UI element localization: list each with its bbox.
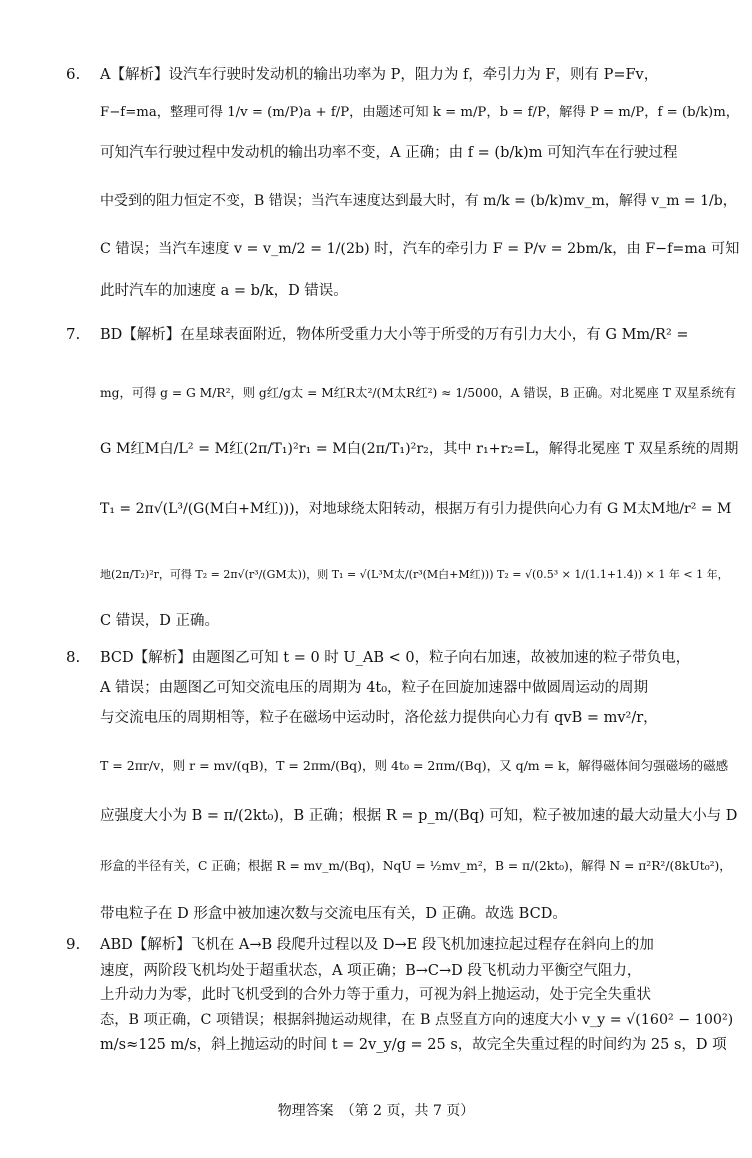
answer-line: 可知汽车行驶过程中发动机的输出功率不变，A 正确；由 f = (b/k)m 可知汽车在行驶过程 [100, 145, 678, 161]
answer-line: C 错误，D 正确。 [100, 613, 219, 629]
question-number: 6. [66, 65, 81, 83]
answer-line: 中受到的阻力恒定不变，B 错误；当汽车速度达到最大时，有 m/k = (b/k)mv_m，解得 v_m = 1/b， [100, 193, 737, 209]
question-number: 8. [66, 648, 81, 666]
answer-line: mg，可得 g = G M/R²，则 g红/g太 = M红R太²/(M太R红²) ≈ 1/5000，A 错误，B 正确。对北冕座 T 双星系统有 [100, 386, 737, 400]
answer-line: 应强度大小为 B = π/(2kt₀)，B 正确；根据 R = p_m/(Bq) 可知，粒子被加速的最大动量大小与 D [100, 808, 738, 824]
answer-line: 与交流电压的周期相等，粒子在磁场中运动时，洛伦兹力提供向心力有 qvB = mv²/r， [100, 710, 658, 726]
answer-line: 此时汽车的加速度 a = b/k，D 错误。 [100, 283, 348, 299]
answer-line: ABD【解析】飞机在 A→B 段爬升过程以及 D→E 段飞机加速拉起过程存在斜向上的加 [100, 937, 654, 953]
answer-line: 带电粒子在 D 形盒中被加速次数与交流电压有关，D 正确。故选 BCD。 [100, 906, 567, 922]
answer-line: G M红M白/L² = M红(2π/T₁)²r₁ = M白(2π/T₁)²r₂，其中 r₁+r₂=L，解得北冕座 T 双星系统的周期 [100, 441, 739, 457]
answer-line: 上升动力为零，此时飞机受到的合外力等于重力，可视为斜上抛运动，处于完全失重状 [100, 987, 651, 1003]
answer-line: 态，B 项正确，C 项错误；根据斜抛运动规律，在 B 点竖直方向的速度大小 v_y = √(160² − 100²) [100, 1012, 734, 1028]
answer-line: C 错误；当汽车速度 v = v_m/2 = 1/(2b) 时，汽车的牵引力 F = P/v = 2bm/k，由 F−f=ma 可知 [100, 241, 740, 257]
answer-line: 地(2π/T₂)²r，可得 T₂ = 2π√(r³/(GM太))，则 T₁ = √(L³M太/(r³(M白+M红))) T₂ = √(0.5³ × 1/(1.1+1.4)) × 1 年 < 1 年， [100, 568, 729, 581]
answer-line: A【解析】设汽车行驶时发动机的输出功率为 P，阻力为 f，牵引力为 F，则有 P=Fv， [100, 67, 659, 83]
answer-line: m/s≈125 m/s，斜上抛运动的时间 t = 2v_y/g = 25 s，故完全失重过程的时间约为 25 s，D 项 [100, 1037, 727, 1053]
answer-line: 形盒的半径有关，C 正确；根据 R = mv_m/(Bq)，NqU = ½mv_m²，B = π/(2kt₀)，解得 N = π²R²/(8kUt₀²)， [100, 859, 732, 873]
question-number: 7. [66, 325, 81, 343]
answer-line: 速度，两阶段飞机均处于超重状态，A 项正确；B→C→D 段飞机动力平衡空气阻力， [100, 963, 642, 979]
page-footer: 物理答案 （第 2 页，共 7 页） [277, 1103, 475, 1119]
answer-line: BD【解析】在星球表面附近，物体所受重力大小等于所受的万有引力大小，有 G Mm/R² = [100, 327, 689, 343]
answer-line: F−f=ma，整理可得 1/v = (m/P)a + f/P，由题述可知 k = m/P，b = f/P，解得 P = m/P，f = (b/k)m， [100, 105, 740, 120]
question-number: 9. [66, 935, 81, 953]
answer-line: A 错误；由题图乙可知交流电压的周期为 4t₀，粒子在回旋加速器中做圆周运动的周期 [100, 680, 649, 696]
answer-line: BCD【解析】由题图乙可知 t = 0 时 U_AB < 0，粒子向右加速，故被加速的粒子带负电， [100, 650, 691, 666]
answer-line: T = 2πr/v，则 r = mv/(qB)，T = 2πm/(Bq)，则 4t₀ = 2πm/(Bq)，又 q/m = k，解得磁体间匀强磁场的磁感 [100, 758, 729, 773]
answer-line: T₁ = 2π√(L³/(G(M白+M红)))，对地球绕太阳转动，根据万有引力提供向心力有 G M太M地/r² = M [100, 501, 732, 517]
